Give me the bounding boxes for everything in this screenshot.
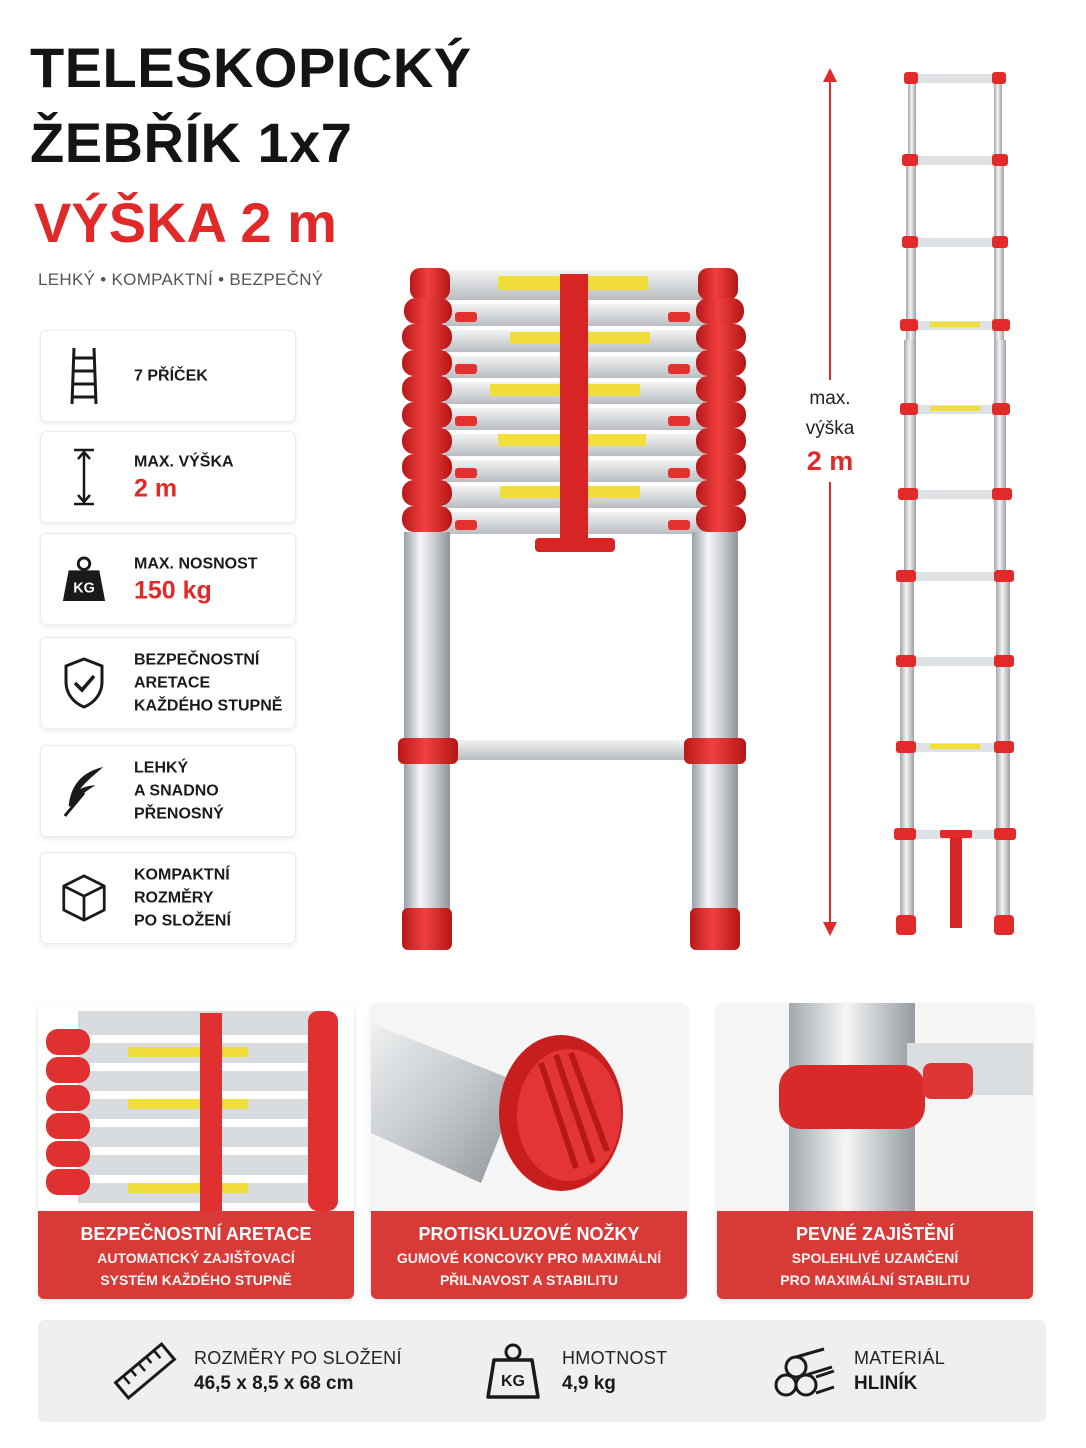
spec-value: 4,9 kg bbox=[562, 1373, 616, 1394]
feature-rungs bbox=[40, 330, 296, 422]
max-height-value: 2 m bbox=[806, 446, 854, 476]
card-firm-locking bbox=[717, 1003, 1033, 1299]
feature-safety-lock bbox=[40, 637, 296, 729]
ruler-icon bbox=[110, 1336, 180, 1406]
spec-dimensions bbox=[110, 1320, 402, 1422]
feature-lightweight bbox=[40, 745, 296, 837]
card-subtitle-line2: PRO MAXIMÁLNÍ STABILITU bbox=[780, 1272, 970, 1288]
product-title-line1: TELESKOPICKÝ bbox=[30, 36, 472, 99]
card-caption bbox=[371, 1211, 687, 1299]
card-caption bbox=[717, 1211, 1033, 1299]
feature-label: 7 PŘÍČEK bbox=[134, 367, 208, 385]
card-subtitle-line1: AUTOMATICKÝ ZAJIŠŤOVACÍ bbox=[97, 1250, 295, 1266]
spec-value: HLINÍK bbox=[854, 1373, 918, 1394]
specs-bar bbox=[38, 1320, 1046, 1422]
weight-kg-icon bbox=[478, 1336, 548, 1406]
feather-icon bbox=[61, 761, 107, 821]
height-arrow-icon bbox=[61, 447, 107, 507]
box-icon bbox=[61, 868, 107, 928]
spec-label: MATERIÁL bbox=[854, 1348, 946, 1368]
spec-material bbox=[770, 1320, 945, 1422]
card-title: PEVNÉ ZAJIŠTĚNÍ bbox=[795, 1224, 955, 1244]
card-photo-collapsed-ladder bbox=[38, 1003, 354, 1211]
card-anti-slip-feet bbox=[371, 1003, 687, 1299]
ladder-icon bbox=[61, 346, 107, 406]
feature-max-load bbox=[40, 533, 296, 625]
height-arrow-top bbox=[823, 68, 837, 82]
card-caption bbox=[38, 1211, 354, 1299]
spec-value: 46,5 x 8,5 x 68 cm bbox=[194, 1373, 354, 1394]
height-arrow-bottom bbox=[823, 922, 837, 936]
card-subtitle-line2: SYSTÉM KAŽDÉHO STUPNĚ bbox=[100, 1272, 292, 1288]
card-title: BEZPEČNOSTNÍ ARETACE bbox=[80, 1224, 312, 1244]
weight-icon-text: KG bbox=[501, 1373, 525, 1390]
card-photo-locking-joint bbox=[717, 1003, 1033, 1211]
feature-value: 2 m bbox=[134, 474, 178, 503]
card-subtitle-line1: SPOLEHLIVÉ UZAMČENÍ bbox=[791, 1250, 959, 1266]
max-height-label bbox=[790, 380, 870, 482]
pipes-icon bbox=[770, 1336, 840, 1406]
card-photo-rubber-foot bbox=[371, 1003, 687, 1211]
height-arrow-line bbox=[829, 72, 831, 934]
feature-compact bbox=[40, 852, 296, 944]
card-subtitle-line2: PŘILNAVOST A STABILITU bbox=[439, 1272, 619, 1288]
feature-label: LEHKÝ A SNADNO PŘENOSNÝ bbox=[134, 759, 224, 823]
feature-value: 150 kg bbox=[134, 576, 212, 605]
extended-ladder-illustration bbox=[880, 60, 1030, 945]
shield-check-icon bbox=[61, 653, 107, 713]
spec-weight bbox=[478, 1320, 667, 1422]
max-height-line1: max. bbox=[809, 388, 851, 409]
feature-label: MAX. VÝŠKA bbox=[134, 453, 234, 471]
feature-max-height bbox=[40, 431, 296, 523]
weight-icon-text: KG bbox=[73, 580, 95, 597]
card-safety-lock bbox=[38, 1003, 354, 1299]
product-height-headline: VÝŠKA 2 m bbox=[34, 191, 337, 254]
feature-label: KOMPAKTNÍ ROZMĚRY PO SLOŽENÍ bbox=[134, 866, 231, 930]
product-tagline: LEHKÝ • KOMPAKTNÍ • BEZPEČNÝ bbox=[38, 270, 324, 289]
max-height-line2: výška bbox=[805, 418, 855, 439]
feature-label: MAX. NOSNOST bbox=[134, 555, 258, 573]
spec-label: ROZMĚRY PO SLOŽENÍ bbox=[194, 1348, 402, 1368]
weight-kg-icon bbox=[61, 549, 107, 609]
collapsed-ladder-illustration bbox=[390, 260, 760, 960]
card-subtitle-line1: GUMOVÉ KONCOVKY PRO MAXIMÁLNÍ bbox=[396, 1250, 662, 1266]
card-title: PROTISKLUZOVÉ NOŽKY bbox=[418, 1224, 640, 1244]
feature-label: BEZPEČNOSTNÍ ARETACE KAŽDÉHO STUPNĚ bbox=[134, 651, 283, 715]
spec-label: HMOTNOST bbox=[562, 1348, 668, 1368]
product-title-line2: ŽEBŘÍK 1x7 bbox=[30, 111, 353, 174]
